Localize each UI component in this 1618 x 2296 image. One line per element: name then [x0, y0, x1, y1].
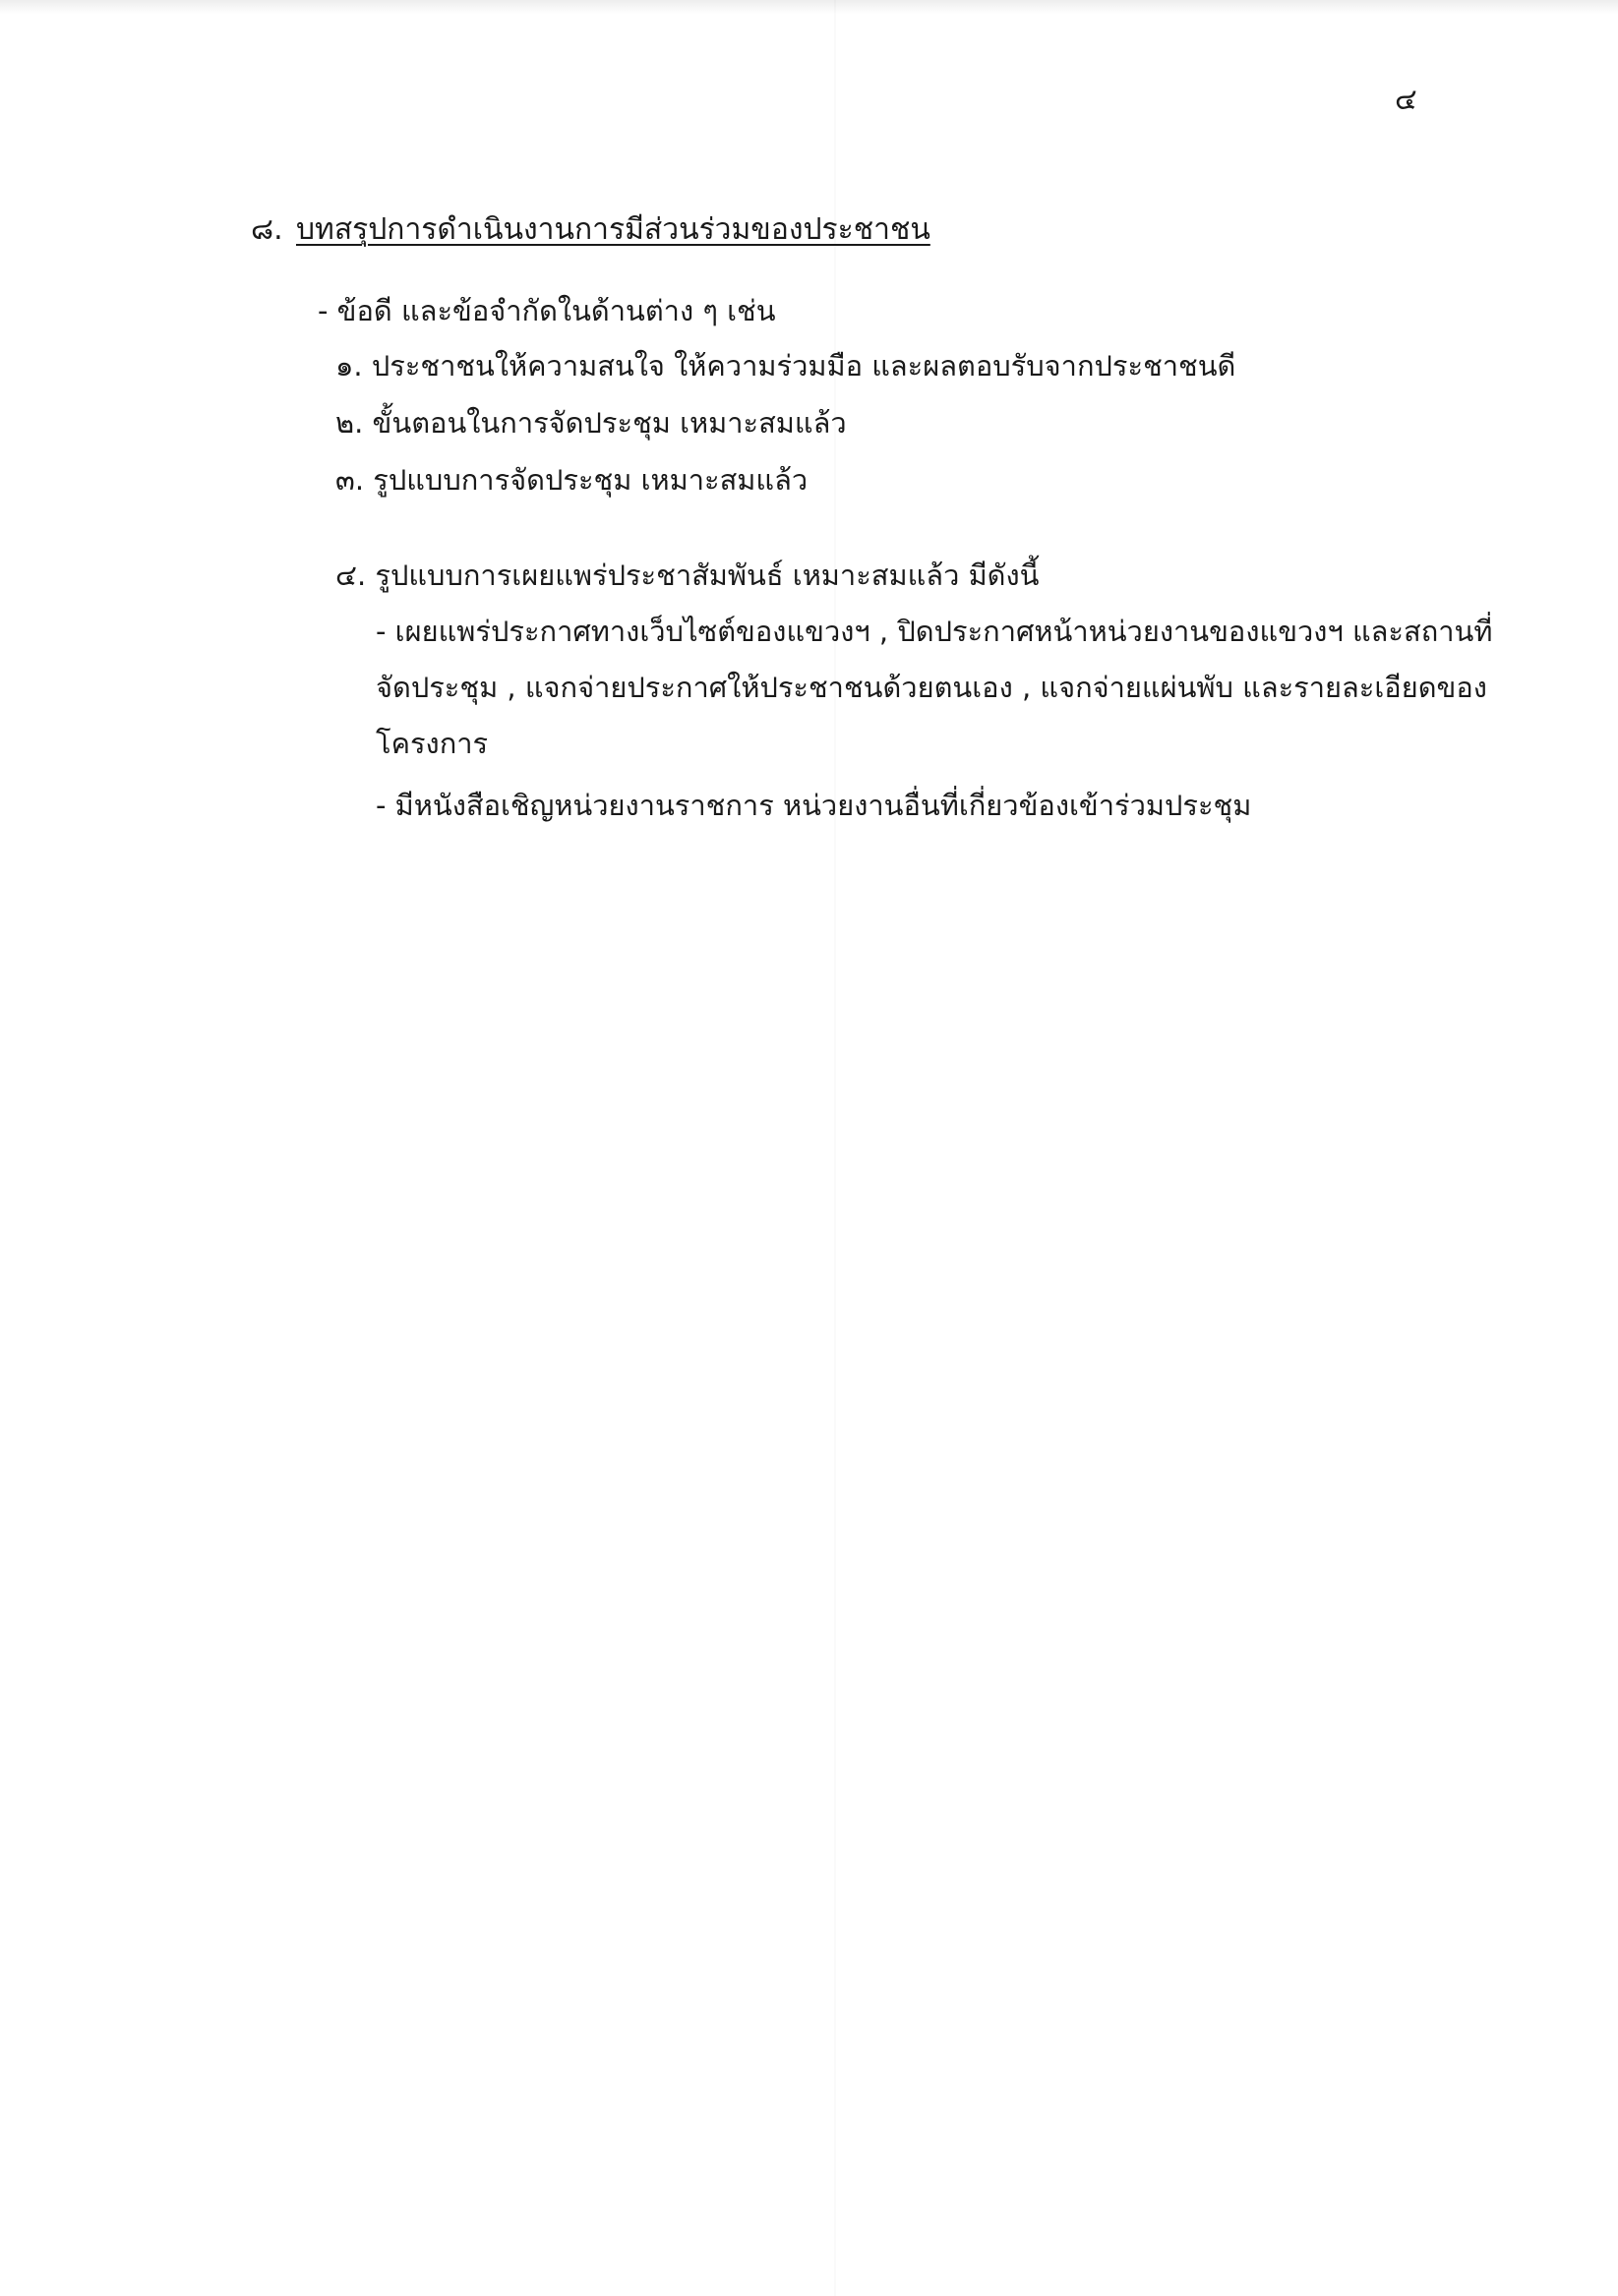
section-heading — [251, 208, 930, 252]
scan-top-edge — [0, 0, 1618, 14]
intro-line: - ข้อดี และข้อจำกัดในด้านต่าง ๆ เช่น — [318, 294, 776, 327]
sub-item-1-line-1: - เผยแพร่ประกาศทางเว็บไซต์ของแขวงฯ , ปิดประกาศหน้าหน่วยงานของแขวงฯ และสถานที่ — [376, 615, 1493, 648]
list-item-3: ๓. รูปแบบการจัดประชุม เหมาะสมแล้ว — [335, 463, 809, 497]
page-number: ๔ — [1395, 83, 1417, 117]
section-number: ๘. — [251, 212, 283, 247]
sub-item-1-line-2: จัดประชุม , แจกจ่ายประกาศให้ประชาชนด้วยตนเอง , แจกจ่ายแผ่นพับ และรายละเอียดของ — [376, 671, 1487, 704]
list-item-4: ๔. รูปแบบการเผยแพร่ประชาสัมพันธ์ เหมาะสมแล้ว มีดังนี้ — [335, 559, 1040, 592]
section-title: บทสรุปการดำเนินงานการมีส่วนร่วมของประชาชน — [296, 212, 930, 247]
list-item-1: ๑. ประชาชนให้ความสนใจ ให้ความร่วมมือ และผลตอบรับจากประชาชนดี — [335, 349, 1236, 383]
list-item-2: ๒. ขั้นตอนในการจัดประชุม เหมาะสมแล้ว — [335, 406, 847, 440]
sub-item-1-line-3: โครงการ — [376, 727, 489, 760]
sub-item-2: - มีหนังสือเชิญหน่วยงานราชการ หน่วยงานอื่นที่เกี่ยวข้องเข้าร่วมประชุม — [376, 789, 1252, 822]
